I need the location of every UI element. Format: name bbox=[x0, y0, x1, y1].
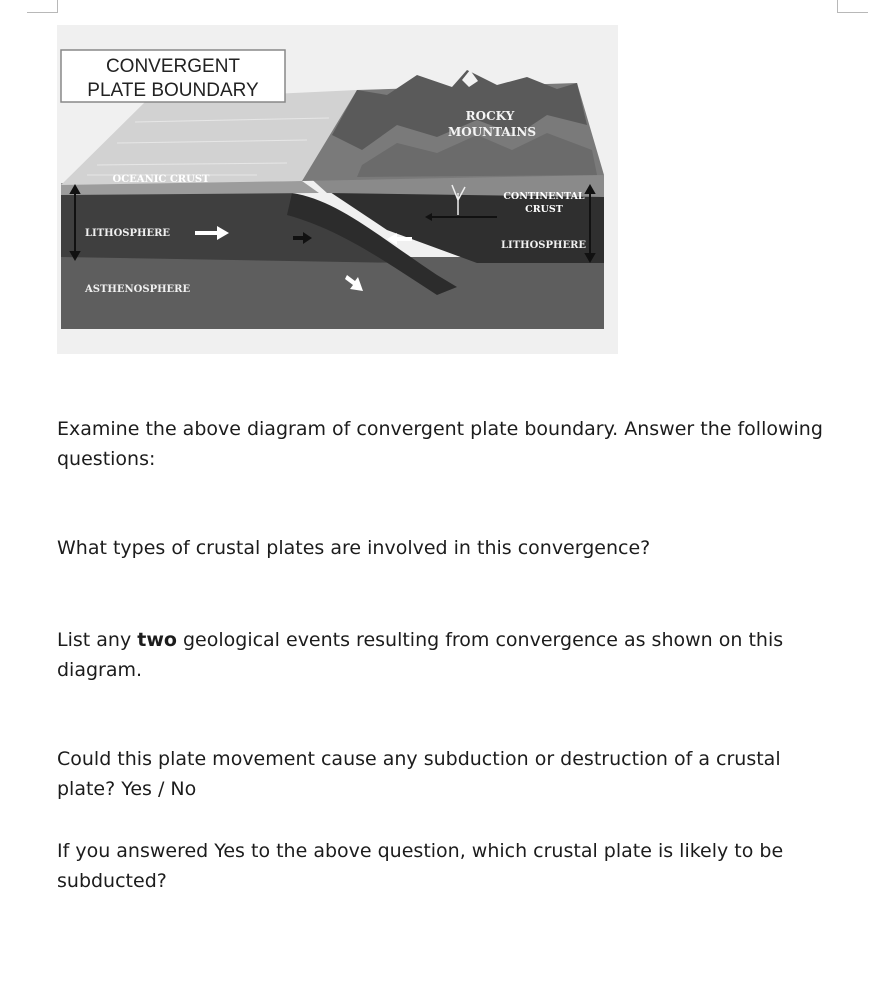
question-2 bbox=[57, 625, 837, 685]
label-oceanic-crust: OCEANIC CRUST bbox=[112, 174, 210, 185]
question-2-part-1: List any bbox=[57, 629, 138, 651]
question-2-part-2: geological events resulting from convergence as shown on this diagram. bbox=[57, 629, 784, 681]
intro-paragraph: Examine the above diagram of convergent plate boundary. Answer the following questions: bbox=[57, 418, 823, 470]
label-asthenosphere: ASTHENOSPHERE bbox=[85, 284, 191, 295]
page-corner-mark-left bbox=[27, 0, 58, 13]
label-continental-crust-2: CRUST bbox=[525, 204, 563, 215]
question-4: If you answered Yes to the above question, which crustal plate is likely to be subducted? bbox=[57, 840, 784, 892]
question-3: Could this plate movement cause any subduction or destruction of a crustal plate? Yes / No bbox=[57, 748, 781, 800]
convergent-boundary-diagram bbox=[57, 25, 618, 354]
page-corner-mark-right bbox=[837, 0, 868, 13]
label-lithosphere-right: LITHOSPHERE bbox=[501, 240, 587, 251]
label-lithosphere-left: LITHOSPHERE bbox=[85, 228, 171, 239]
diagram-title-line1: CONVERGENT bbox=[105, 56, 241, 77]
label-continental-crust-1: CONTINENTAL bbox=[503, 191, 585, 202]
label-rocky-mountains-2: MOUNTAINS bbox=[447, 125, 537, 139]
label-rocky-mountains-1: ROCKY bbox=[465, 109, 515, 123]
question-2-emphasis: two bbox=[137, 629, 177, 651]
diagram-title-line2: PLATE BOUNDARY bbox=[87, 80, 259, 101]
question-1: What types of crustal plates are involved in this convergence? bbox=[57, 537, 651, 559]
